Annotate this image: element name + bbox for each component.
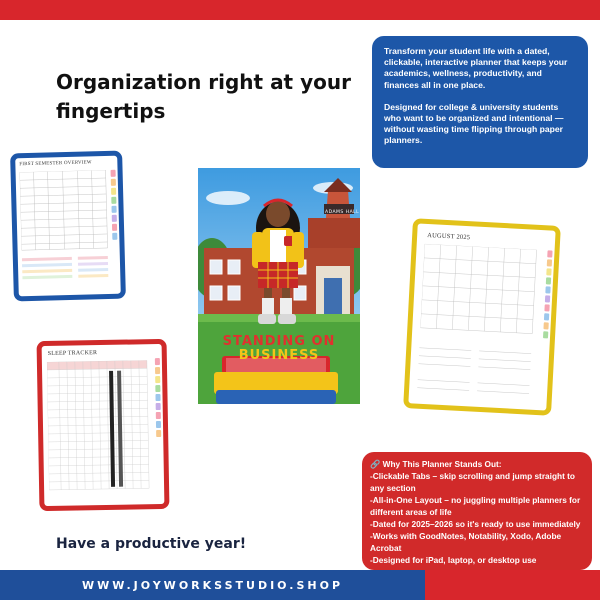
semester-overview-screen <box>15 156 121 297</box>
calendar-grid <box>416 244 542 408</box>
calendar-screen <box>408 224 555 411</box>
features-heading: 🔗 Why This Planner Stands Out: <box>370 459 502 469</box>
sleep-tracker-screen <box>42 344 165 506</box>
website-link[interactable]: WWW.JOYWORKSSTUDIO.SHOP <box>81 578 344 592</box>
planner-cover-illustration <box>198 168 360 404</box>
features-box <box>362 452 592 570</box>
headline: Organization right at your fingertips <box>56 70 351 123</box>
calendar-tablet <box>403 218 561 415</box>
feature-item: -Designed for iPad, laptop, or desktop use <box>370 555 537 565</box>
intro-box <box>372 36 588 168</box>
building-sign: ADAMS HALL <box>325 210 360 215</box>
calendar-title: AUGUST 2025 <box>427 232 471 242</box>
semester-grid <box>20 170 111 292</box>
cover-artwork <box>198 168 360 404</box>
feature-item: -Clickable Tabs – skip scrolling and jump straight to any section <box>370 471 576 493</box>
closing-message: Have a productive year! <box>56 536 247 552</box>
semester-tabs <box>111 170 118 240</box>
intro-paragraph-2: Designed for college & university students who want to be organized and intentional — without wasting time flipping through paper planners. <box>384 101 564 146</box>
website-banner <box>0 570 425 600</box>
calendar-tabs <box>543 250 553 338</box>
top-red-bar <box>0 0 600 20</box>
sleep-tracker-tablet <box>37 339 170 511</box>
sleep-grid <box>47 360 155 500</box>
sleep-tracker-title: SLEEP TRACKER <box>47 350 98 357</box>
feature-item: -Dated for 2025–2026 so it's ready to use immediately <box>370 519 581 529</box>
semester-overview-title: FIRST SEMESTER OVERVIEW <box>19 160 92 168</box>
cover-title-line-1: STANDING ON <box>222 334 336 349</box>
cover-title-line-2: BUSINESS <box>238 348 320 363</box>
intro-paragraph-1: Transform your student life with a dated, clickable, interactive planner that keeps your academics, wellness, productivity, and finances all in one place. <box>384 46 568 90</box>
sleep-tabs <box>155 358 161 437</box>
semester-overview-tablet <box>10 151 126 302</box>
feature-item: -Works with GoodNotes, Notability, Xodo, Adobe Acrobat <box>370 531 562 553</box>
feature-item: -All-in-One Layout – no juggling multiple planners for different areas of life <box>370 495 581 517</box>
